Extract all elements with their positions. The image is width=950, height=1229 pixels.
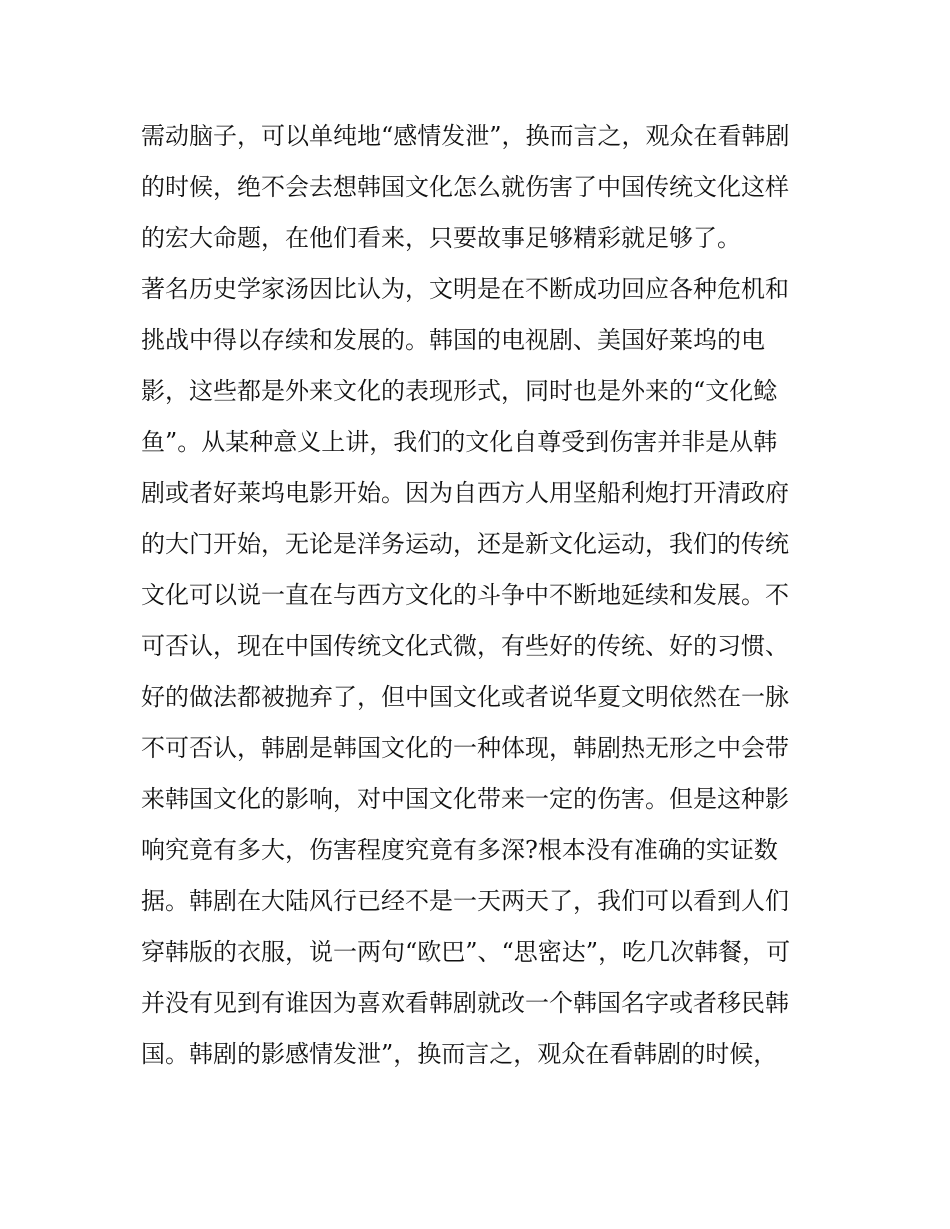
text-line: 的宏大命题，在他们看来，只要故事足够精彩就足够了。 [141, 224, 741, 252]
document-body [141, 111, 813, 1080]
text-line: 的时候，绝不会去想韩国文化怎么就伤害了中国传统文化这样 [141, 173, 789, 201]
text-line: 鱼”。从某种意义上讲，我们的文化自尊受到伤害并非是从韩 [141, 428, 778, 456]
paragraph-1 [141, 111, 813, 264]
text-line: 剧或者好莱坞电影开始。因为自西方人用坚船利炮打开清政府 [141, 479, 789, 507]
text-line: 著名历史学家汤因比认为，文明是在不断成功回应各种危机和 [141, 275, 789, 303]
paragraph-3 [141, 723, 813, 1080]
text-line: 需动脑子，可以单纯地“感情发泄”，换而言之，观众在看韩剧 [141, 122, 790, 150]
text-line: 的大门开始，无论是洋务运动，还是新文化运动，我们的传统 [141, 530, 789, 558]
text-line: 响究竟有多大，伤害程度究竟有多深?根本没有准确的实证数 [141, 836, 778, 864]
text-line: 可否认，现在中国传统文化式微，有些好的传统、好的习惯、 [141, 632, 789, 660]
text-line: 好的做法都被抛弃了，但中国文化或者说华夏文明依然在一脉 [141, 683, 789, 711]
text-line: 挑战中得以存续和发展的。韩国的电视剧、美国好莱坞的电 [141, 326, 765, 354]
text-line: 据。韩剧在大陆风行已经不是一天两天了，我们可以看到人们 [141, 887, 789, 915]
text-line: 国。韩剧的影感情发泄”，换而言之，观众在看韩剧的时候， [141, 1040, 778, 1068]
text-line: 来韩国文化的影响，对中国文化带来一定的伤害。但是这种影 [141, 785, 789, 813]
text-line: 影，这些都是外来文化的表现形式，同时也是外来的“文化鲶 [141, 377, 778, 405]
text-line: 穿韩版的衣服，说一两句“欧巴”、“思密达”，吃几次韩餐，可 [141, 938, 791, 966]
text-line: 并没有见到有谁因为喜欢看韩剧就改一个韩国名字或者移民韩 [141, 989, 789, 1017]
paragraph-2 [141, 264, 813, 723]
text-line: 不可否认，韩剧是韩国文化的一种体现，韩剧热无形之中会带 [141, 734, 789, 762]
text-line: 文化可以说一直在与西方文化的斗争中不断地延续和发展。不 [141, 581, 789, 609]
